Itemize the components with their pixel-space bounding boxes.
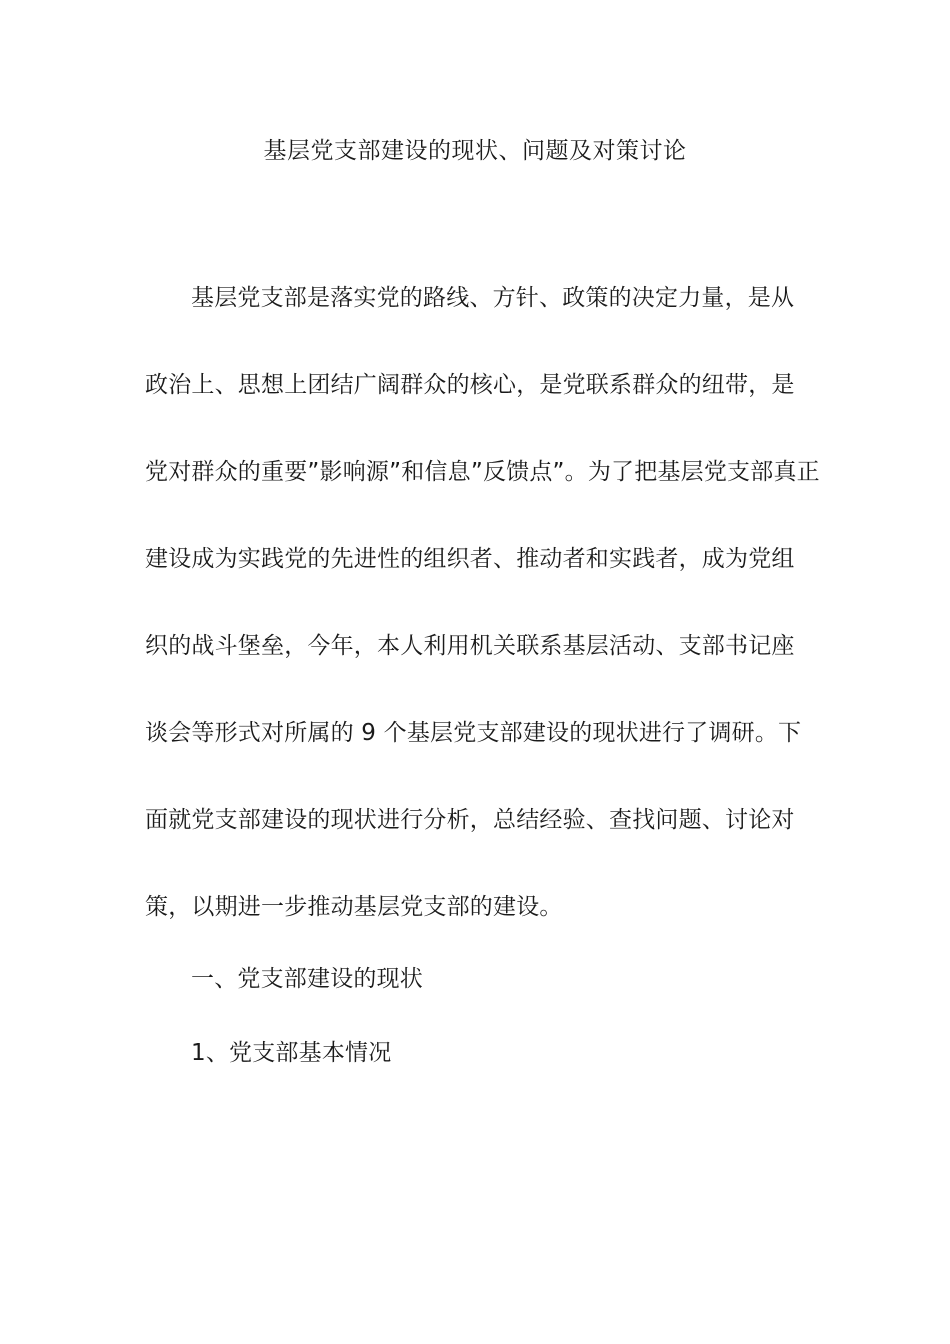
paragraph-line: 面就党支部建设的现状进行分析，总结经验、查找问题、讨论对	[145, 807, 795, 833]
paragraph-line: 党对群众的重要”影响源”和信息”反馈点”。为了把基层党支部真正	[145, 459, 820, 485]
paragraph-line: 谈会等形式对所属的 9 个基层党支部建设的现状进行了调研。下	[145, 720, 802, 746]
document-title: 基层党支部建设的现状、问题及对策讨论	[263, 138, 687, 164]
paragraph-line: 织的战斗堡垒，今年，本人利用机关联系基层活动、支部书记座	[145, 633, 795, 659]
paragraph-line: 政治上、思想上团结广阔群众的核心，是党联系群众的纽带，是	[145, 372, 795, 398]
section-heading: 一、党支部建设的现状	[191, 966, 423, 992]
subsection-heading: 1、党支部基本情况	[191, 1040, 392, 1066]
paragraph-line: 基层党支部是落实党的路线、方针、政策的决定力量，是从	[191, 285, 795, 311]
paragraph-line: 建设成为实践党的先进性的组织者、推动者和实践者，成为党组	[145, 546, 795, 572]
paragraph-line: 策，以期进一步推动基层党支部的建设。	[145, 894, 563, 920]
